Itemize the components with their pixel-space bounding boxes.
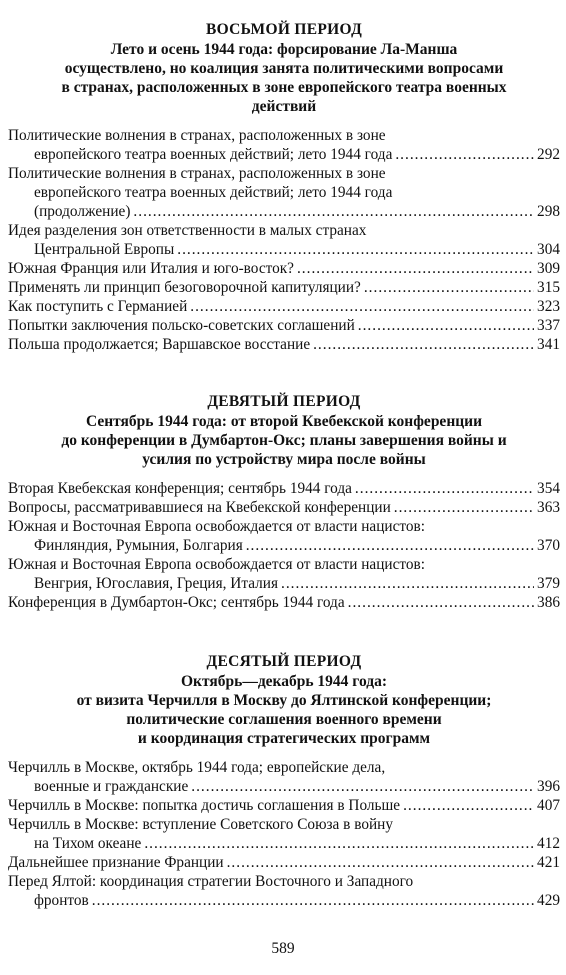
section-subtitle-line: в странах, расположенных в зоне европейского театра военных bbox=[61, 79, 507, 96]
dot-leader bbox=[190, 297, 534, 316]
toc-entry[interactable] bbox=[8, 498, 560, 517]
toc-page-number: 304 bbox=[537, 241, 560, 258]
toc-entry-text: Как поступить с Германией bbox=[8, 298, 188, 315]
toc-entry[interactable] bbox=[8, 758, 560, 796]
section-subtitle-line: до конференции в Думбартон-Окс; планы завершения войны и bbox=[61, 432, 507, 449]
toc-entry[interactable] bbox=[8, 316, 560, 335]
section-tenth-period bbox=[8, 652, 560, 910]
section-subtitle-line: и координация стратегических программ bbox=[137, 730, 431, 747]
toc-entry[interactable] bbox=[8, 259, 560, 278]
dot-leader bbox=[395, 145, 534, 164]
toc-entry-text: Конференция в Думбартон-Окс; сентябрь 1944 года bbox=[8, 594, 345, 611]
toc-entry[interactable] bbox=[8, 479, 560, 498]
toc-page-number: 429 bbox=[537, 892, 560, 909]
toc-entry[interactable] bbox=[8, 517, 560, 555]
toc-entry-text: Южная и Восточная Европа освобождается от власти нацистов: bbox=[8, 518, 425, 535]
dot-leader bbox=[92, 891, 534, 910]
toc-entry-text: военные и гражданские bbox=[34, 778, 189, 795]
toc-entry-text: европейского театра военных действий; лето 1944 года bbox=[34, 184, 393, 201]
dot-leader bbox=[177, 240, 534, 259]
dot-leader bbox=[364, 278, 534, 297]
toc-entry-text: Венгрия, Югославия, Греция, Италия bbox=[34, 575, 278, 592]
toc-entry[interactable] bbox=[8, 593, 560, 612]
toc-entry[interactable] bbox=[8, 221, 560, 259]
toc-entry-text: Польша продолжается; Варшавское восстание bbox=[8, 336, 311, 353]
toc-page-number: 298 bbox=[537, 203, 560, 220]
toc-entry-text: Южная Франция или Италия и юго-восток? bbox=[8, 260, 294, 277]
section-subtitle-line: от визита Черчилля в Москву до Ялтинской конференции; bbox=[76, 692, 492, 709]
section-eighth-period bbox=[8, 20, 560, 354]
toc-entry-text: фронтов bbox=[34, 892, 89, 909]
toc-entry-text: Применять ли принцип безоговорочной капитуляции? bbox=[8, 279, 361, 296]
toc-entry-text: Финляндия, Румыния, Болгария bbox=[34, 537, 243, 554]
toc-entry[interactable] bbox=[8, 335, 560, 354]
toc-entry-text: Черчилль в Москве: вступление Советского Союза в войну bbox=[8, 816, 393, 833]
toc-entry-text: Южная и Восточная Европа освобождается от власти нацистов: bbox=[8, 556, 425, 573]
dot-leader bbox=[313, 335, 534, 354]
toc-entry-text: Дальнейшее признание Франции bbox=[8, 854, 224, 871]
toc-entry-text: Вторая Квебекская конференция; сентябрь 1944 года bbox=[8, 480, 352, 497]
dot-leader bbox=[297, 259, 534, 278]
dot-leader bbox=[355, 479, 534, 498]
toc-page-number: 341 bbox=[537, 336, 560, 353]
toc-entry[interactable] bbox=[8, 555, 560, 593]
toc-page-number: 407 bbox=[537, 797, 560, 814]
section-subtitle-line: действий bbox=[251, 98, 317, 115]
toc-entry[interactable] bbox=[8, 872, 560, 910]
dot-leader bbox=[348, 593, 534, 612]
section-title: ВОСЬМОЙ ПЕРИОД bbox=[205, 21, 363, 38]
section-ninth-period bbox=[8, 392, 560, 612]
section-subtitle-line: Сентябрь 1944 года: от второй Квебекской конференции bbox=[85, 413, 483, 430]
section-subtitle-line: Октябрь—декабрь 1944 года: bbox=[180, 673, 388, 690]
toc-page-number: 292 bbox=[537, 146, 560, 163]
toc-page-number: 386 bbox=[537, 594, 560, 611]
toc-entry-text: Черчилль в Москве: попытка достичь соглашения в Польше bbox=[8, 797, 401, 814]
section-subtitle-line: осуществлено, но коалиция занята политическими вопросами bbox=[64, 60, 504, 77]
section-title: ДЕВЯТЫЙ ПЕРИОД bbox=[207, 393, 361, 410]
dot-leader bbox=[191, 777, 534, 796]
section-subtitle-line: Лето и осень 1944 года: форсирование Ла-Манша bbox=[110, 41, 458, 58]
toc-entry[interactable] bbox=[8, 164, 560, 221]
toc-entry-text: Перед Ялтой: координация стратегии Восточного и Западного bbox=[8, 873, 414, 890]
dot-leader bbox=[227, 853, 534, 872]
toc-entry[interactable] bbox=[8, 815, 560, 853]
toc-entry[interactable] bbox=[8, 297, 560, 316]
toc-entry[interactable] bbox=[8, 796, 560, 815]
toc-page-number: 363 bbox=[537, 499, 560, 516]
dot-leader bbox=[133, 202, 534, 221]
dot-leader bbox=[144, 834, 534, 853]
section-subtitle-line: усилия по устройству мира после войны bbox=[142, 451, 426, 468]
toc-entry-text: Черчилль в Москве, октябрь 1944 года; европейские дела, bbox=[8, 759, 386, 776]
toc-entry-text: Идея разделения зон ответственности в малых странах bbox=[8, 222, 367, 239]
dot-leader bbox=[358, 316, 534, 335]
section-title: ДЕСЯТЫЙ ПЕРИОД bbox=[206, 653, 362, 670]
toc-entry-text: Политические волнения в странах, расположенных в зоне bbox=[8, 165, 386, 182]
toc-page-number: 379 bbox=[537, 575, 560, 592]
toc-entry-text: Вопросы, рассматривавшиеся на Квебекской конференции bbox=[8, 499, 391, 516]
toc-entry-text: Центральной Европы bbox=[34, 241, 175, 258]
toc-entry-text: Политические волнения в странах, расположенных в зоне bbox=[8, 127, 386, 144]
toc-entry[interactable] bbox=[8, 853, 560, 872]
toc-entries bbox=[8, 479, 560, 612]
toc-page-number: 323 bbox=[537, 298, 560, 315]
toc-entry-text: европейского театра военных действий; лето 1944 года bbox=[34, 146, 393, 163]
toc-page-number: 309 bbox=[537, 260, 560, 277]
toc-page-number: 396 bbox=[537, 778, 560, 795]
dot-leader bbox=[281, 574, 534, 593]
toc-page-number: 337 bbox=[537, 317, 560, 334]
toc-entry-text: (продолжение) bbox=[34, 203, 131, 220]
page-number: 589 bbox=[271, 940, 295, 957]
toc-page-number: 421 bbox=[537, 854, 560, 871]
toc-entry[interactable] bbox=[8, 126, 560, 164]
toc-page-number: 354 bbox=[537, 480, 560, 497]
toc-entry-text: Попытки заключения польско-советских соглашений bbox=[8, 317, 355, 334]
toc-page-number: 412 bbox=[537, 835, 560, 852]
dot-leader bbox=[246, 536, 534, 555]
toc-page-number: 315 bbox=[537, 279, 560, 296]
toc-entries bbox=[8, 758, 560, 910]
dot-leader bbox=[403, 796, 534, 815]
section-subtitle-line: политические соглашения военного времени bbox=[126, 711, 442, 728]
toc-page-number: 370 bbox=[537, 537, 560, 554]
toc-entry[interactable] bbox=[8, 278, 560, 297]
toc-entry-text: на Тихом океане bbox=[34, 835, 142, 852]
dot-leader bbox=[394, 498, 534, 517]
toc-entries bbox=[8, 126, 560, 354]
